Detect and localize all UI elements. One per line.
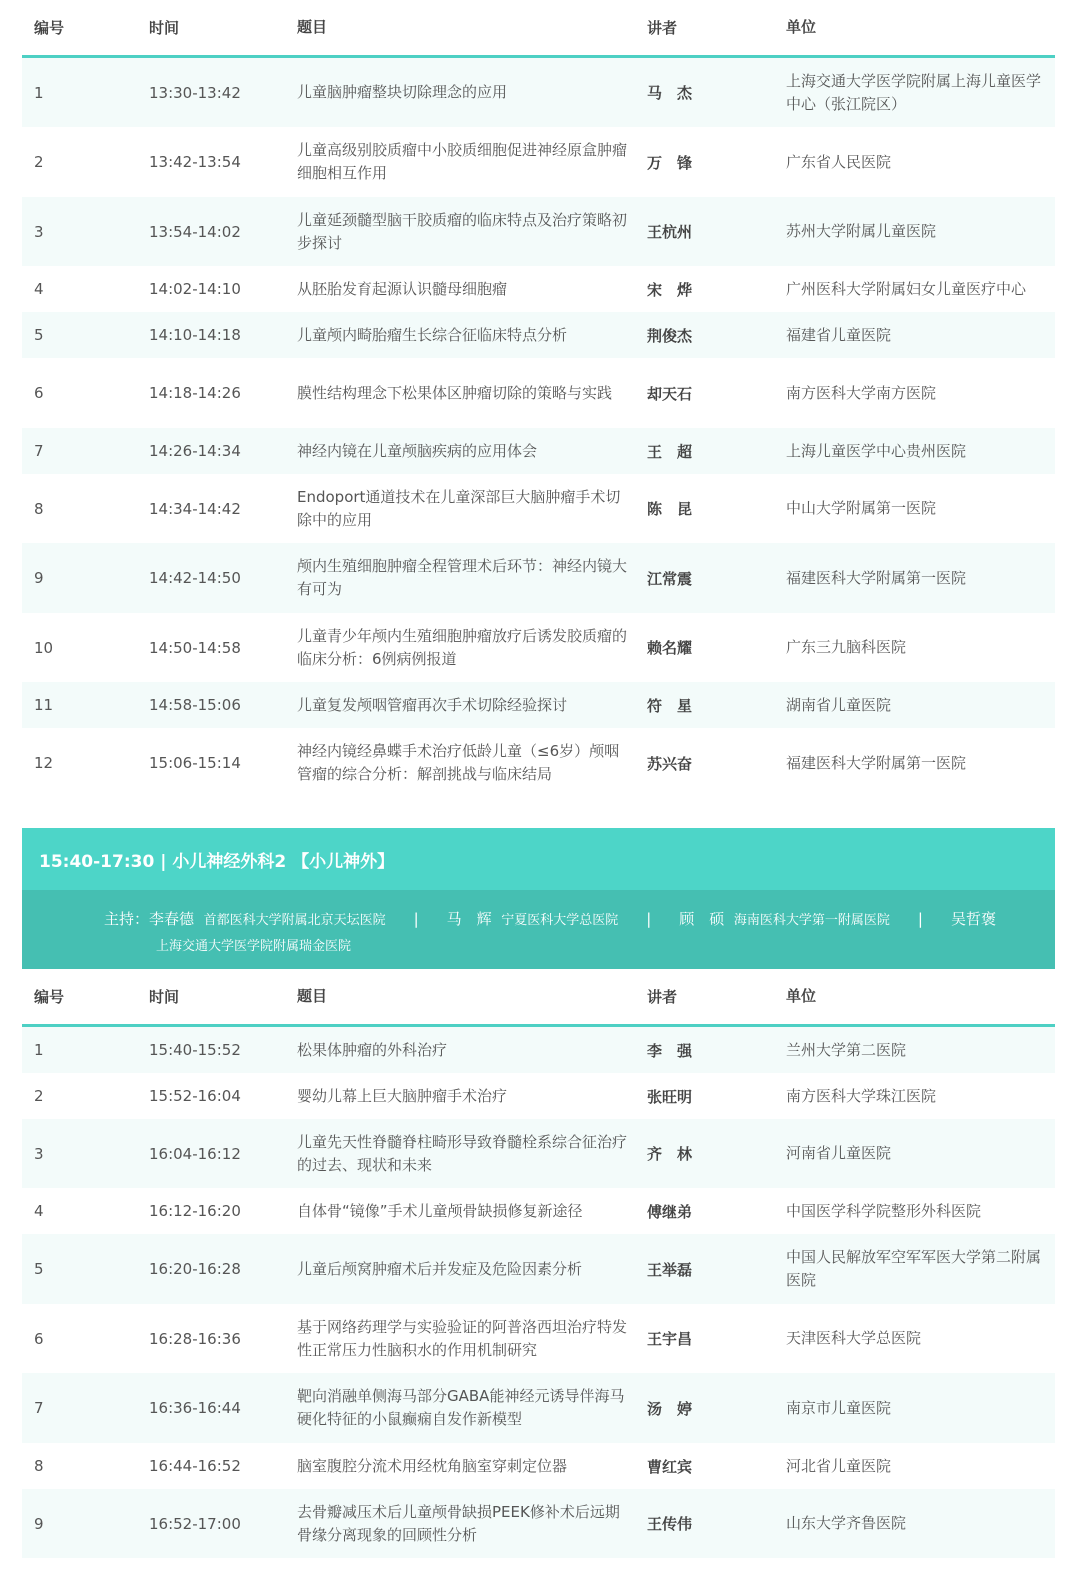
host-name: 吴哲褒 xyxy=(950,910,996,928)
table-header xyxy=(22,0,1055,58)
row-speaker: 齐 林 xyxy=(647,1145,693,1163)
row-time: 15:06-15:14 xyxy=(149,754,241,772)
row-num: 3 xyxy=(34,222,44,241)
row-speaker: 王传伟 xyxy=(647,1515,693,1533)
row-speaker: 却天石 xyxy=(647,384,693,403)
row-num: 5 xyxy=(34,326,44,344)
row-unit: 上海交通大学医学院附属上海儿童医学中心（张江院区） xyxy=(786,71,1042,113)
row-speaker: 陈 昆 xyxy=(647,500,693,518)
row-topic: 从胚胎发育起源认识髓母细胞瘤 xyxy=(297,279,508,298)
row-speaker: 符 星 xyxy=(647,696,693,715)
table-row xyxy=(22,358,1055,428)
host-org: 首都医科大学附属北京天坛医院 xyxy=(203,913,386,928)
host-separator: | xyxy=(646,910,652,928)
host-name: 顾 硕 xyxy=(679,910,725,928)
table-row xyxy=(22,1373,1055,1443)
row-speaker: 傅继弟 xyxy=(647,1202,693,1221)
row-time: 16:20-16:28 xyxy=(149,1260,241,1278)
header-unit: 单位 xyxy=(786,987,817,1005)
row-topic: 儿童先天性脊髓脊柱畸形导致脊髓栓系综合征治疗的过去、现状和未来 xyxy=(297,1132,628,1174)
row-topic: 儿童复发颅咽管瘤再次手术切除经验探讨 xyxy=(297,695,568,714)
host-name: 马 辉 xyxy=(446,910,492,928)
row-num: 7 xyxy=(34,1399,44,1417)
row-num: 11 xyxy=(34,696,54,714)
header-topic: 题目 xyxy=(297,987,328,1005)
table-row xyxy=(22,682,1055,728)
row-unit: 广州医科大学附属妇女儿童医疗中心 xyxy=(786,279,1027,298)
row-num: 6 xyxy=(34,1329,44,1348)
row-num: 1 xyxy=(34,83,44,102)
header-num: 编号 xyxy=(34,988,65,1006)
row-num: 2 xyxy=(34,153,44,171)
table-row xyxy=(22,474,1055,543)
row-topic: 去骨瓣减压术后儿童颅骨缺损PEEK修补术后远期骨缘分离现象的回顾性分析 xyxy=(297,1502,620,1544)
header-topic: 题目 xyxy=(297,18,328,36)
row-unit: 福建医科大学附属第一医院 xyxy=(786,753,967,772)
row-unit: 中山大学附属第一医院 xyxy=(786,499,937,517)
row-unit: 兰州大学第二医院 xyxy=(786,1040,907,1059)
row-time: 14:34-14:42 xyxy=(149,499,241,518)
row-time: 14:26-14:34 xyxy=(149,442,241,460)
row-num: 4 xyxy=(34,1202,44,1220)
table-row xyxy=(22,312,1055,358)
table-row xyxy=(22,1073,1055,1119)
row-speaker: 赖名耀 xyxy=(647,639,693,657)
row-speaker: 曹红宾 xyxy=(647,1457,693,1476)
row-num: 12 xyxy=(34,754,54,772)
row-unit: 广东三九脑科医院 xyxy=(786,638,907,656)
row-time: 16:52-17:00 xyxy=(149,1514,241,1533)
row-num: 5 xyxy=(34,1260,44,1278)
row-topic: Endoport通道技术在儿童深部巨大脑肿瘤手术切除中的应用 xyxy=(297,487,621,529)
row-unit: 苏州大学附属儿童医院 xyxy=(786,222,937,240)
row-topic: 基于网络药理学与实验验证的阿普洛西坦治疗特发性正常压力性脑积水的作用机制研究 xyxy=(297,1317,628,1359)
row-time: 15:40-15:52 xyxy=(149,1041,241,1059)
table-row xyxy=(22,728,1055,798)
row-unit: 中国人民解放军空军军医大学第二附属医院 xyxy=(786,1248,1042,1289)
header-time: 时间 xyxy=(149,19,180,37)
row-time: 14:02-14:10 xyxy=(149,280,241,298)
header-speaker: 讲者 xyxy=(647,19,678,37)
host-org: 上海交通大学医学院附属瑞金医院 xyxy=(156,939,352,954)
agenda-table-1 xyxy=(22,0,1055,798)
row-speaker: 李 强 xyxy=(647,1041,693,1060)
row-time: 14:42-14:50 xyxy=(149,569,241,587)
table-row xyxy=(22,1489,1055,1558)
row-unit: 南方医科大学南方医院 xyxy=(786,383,937,402)
row-topic: 儿童颅内畸胎瘤生长综合征临床特点分析 xyxy=(297,325,568,344)
row-num: 10 xyxy=(34,638,54,657)
table-row xyxy=(22,1119,1055,1188)
table-header xyxy=(22,969,1055,1027)
host-org: 海南医科大学第一附属医院 xyxy=(733,913,890,928)
session-hosts xyxy=(22,890,1055,969)
row-speaker: 王杭州 xyxy=(647,223,693,241)
row-unit: 福建省儿童医院 xyxy=(786,325,892,344)
row-time: 13:54-14:02 xyxy=(149,222,241,241)
row-time: 13:30-13:42 xyxy=(149,83,241,102)
row-time: 16:28-16:36 xyxy=(149,1329,241,1348)
row-time: 14:10-14:18 xyxy=(149,326,241,344)
row-num: 7 xyxy=(34,442,44,460)
header-unit: 单位 xyxy=(786,18,817,36)
row-num: 9 xyxy=(34,569,44,587)
row-time: 14:50-14:58 xyxy=(149,638,241,657)
row-topic: 神经内镜在儿童颅脑疾病的应用体会 xyxy=(297,441,538,460)
header-time: 时间 xyxy=(149,988,180,1006)
row-unit: 湖南省儿童医院 xyxy=(786,695,892,714)
row-speaker: 宋 烨 xyxy=(647,280,693,299)
table-row xyxy=(22,266,1055,312)
row-num: 8 xyxy=(34,499,44,518)
header-speaker: 讲者 xyxy=(647,988,678,1006)
row-speaker: 马 杰 xyxy=(647,84,693,102)
row-topic: 儿童延颈髓型脑干胶质瘤的临床特点及治疗策略初步探讨 xyxy=(297,210,628,252)
host-org: 宁夏医科大学总医院 xyxy=(501,913,619,928)
row-time: 16:04-16:12 xyxy=(149,1144,241,1163)
row-speaker: 王举磊 xyxy=(647,1260,693,1279)
row-topic: 靶向消融单侧海马部分GABA能神经元诱导伴海马硬化特征的小鼠癫痫自发作新模型 xyxy=(297,1387,625,1428)
table-row xyxy=(22,1234,1055,1304)
agenda-table-2 xyxy=(22,969,1055,1558)
row-unit: 山东大学齐鲁医院 xyxy=(786,1514,907,1532)
table-row xyxy=(22,1027,1055,1073)
row-topic: 颅内生殖细胞肿瘤全程管理术后环节：神经内镜大有可为 xyxy=(297,557,628,598)
row-time: 13:42-13:54 xyxy=(149,153,241,171)
row-unit: 河南省儿童医院 xyxy=(786,1144,892,1162)
row-unit: 南京市儿童医院 xyxy=(786,1398,892,1417)
row-topic: 儿童脑肿瘤整块切除理念的应用 xyxy=(297,83,508,101)
session-banner xyxy=(22,828,1055,969)
row-unit: 河北省儿童医院 xyxy=(786,1456,892,1475)
row-time: 15:52-16:04 xyxy=(149,1087,241,1105)
table-row xyxy=(22,543,1055,613)
row-speaker: 荆俊杰 xyxy=(647,326,693,345)
row-topic: 松果体肿瘤的外科治疗 xyxy=(297,1040,448,1059)
row-unit: 中国医学科学院整形外科医院 xyxy=(786,1201,982,1220)
row-topic: 婴幼儿幕上巨大脑肿瘤手术治疗 xyxy=(297,1086,508,1105)
row-time: 16:44-16:52 xyxy=(149,1457,241,1475)
row-unit: 南方医科大学珠江医院 xyxy=(786,1086,937,1105)
row-num: 4 xyxy=(34,280,44,298)
table-row xyxy=(22,1304,1055,1373)
row-speaker: 王 超 xyxy=(647,442,693,461)
row-unit: 天津医科大学总医院 xyxy=(786,1329,922,1347)
host-separator: | xyxy=(917,910,923,928)
row-unit: 福建医科大学附属第一医院 xyxy=(786,568,967,587)
row-unit: 广东省人民医院 xyxy=(786,152,892,171)
row-topic: 自体骨“镜像”手术儿童颅骨缺损修复新途径 xyxy=(297,1201,583,1220)
row-topic: 神经内镜经鼻蝶手术治疗低龄儿童（≤6岁）颅咽管瘤的综合分析：解剖挑战与临床结局 xyxy=(297,742,620,783)
table-row xyxy=(22,197,1055,266)
table-row xyxy=(22,58,1055,127)
host-separator: | xyxy=(413,910,419,928)
row-num: 8 xyxy=(34,1457,44,1475)
table-row xyxy=(22,1188,1055,1234)
row-topic: 膜性结构理念下松果体区肿瘤切除的策略与实践 xyxy=(297,383,613,402)
row-speaker: 王宇昌 xyxy=(647,1330,693,1348)
host-name: 李春德 xyxy=(149,910,195,928)
row-time: 16:12-16:20 xyxy=(149,1202,241,1220)
row-topic: 脑室腹腔分流术用经枕角脑室穿刺定位器 xyxy=(297,1456,568,1475)
table-row xyxy=(22,428,1055,474)
row-num: 3 xyxy=(34,1144,44,1163)
row-topic: 儿童青少年颅内生殖细胞肿瘤放疗后诱发胶质瘤的临床分析：6例病例报道 xyxy=(297,626,628,668)
table-row xyxy=(22,1443,1055,1489)
row-num: 9 xyxy=(34,1514,44,1533)
row-num: 2 xyxy=(34,1087,44,1105)
row-speaker: 苏兴奋 xyxy=(647,754,693,773)
row-topic: 儿童高级别胶质瘤中小胶质细胞促进神经原盒肿瘤细胞相互作用 xyxy=(297,141,628,182)
header-num: 编号 xyxy=(34,19,65,37)
row-num: 6 xyxy=(34,384,44,402)
row-topic: 儿童后颅窝肿瘤术后并发症及危险因素分析 xyxy=(297,1259,583,1278)
host-label: 主持： xyxy=(104,910,150,928)
row-speaker: 万 锋 xyxy=(647,153,693,172)
row-unit: 上海儿童医学中心贵州医院 xyxy=(786,441,967,460)
session-title: 15:40-17:30 | 小儿神经外科2 【小儿神外】 xyxy=(22,828,1055,890)
row-speaker: 江常震 xyxy=(647,569,693,588)
table-row xyxy=(22,127,1055,197)
table-row xyxy=(22,613,1055,682)
row-speaker: 张旺明 xyxy=(647,1087,693,1106)
row-num: 1 xyxy=(34,1041,44,1059)
row-time: 16:36-16:44 xyxy=(149,1399,241,1417)
row-speaker: 汤 婷 xyxy=(647,1399,693,1418)
row-time: 14:58-15:06 xyxy=(149,696,241,714)
row-time: 14:18-14:26 xyxy=(149,384,241,402)
